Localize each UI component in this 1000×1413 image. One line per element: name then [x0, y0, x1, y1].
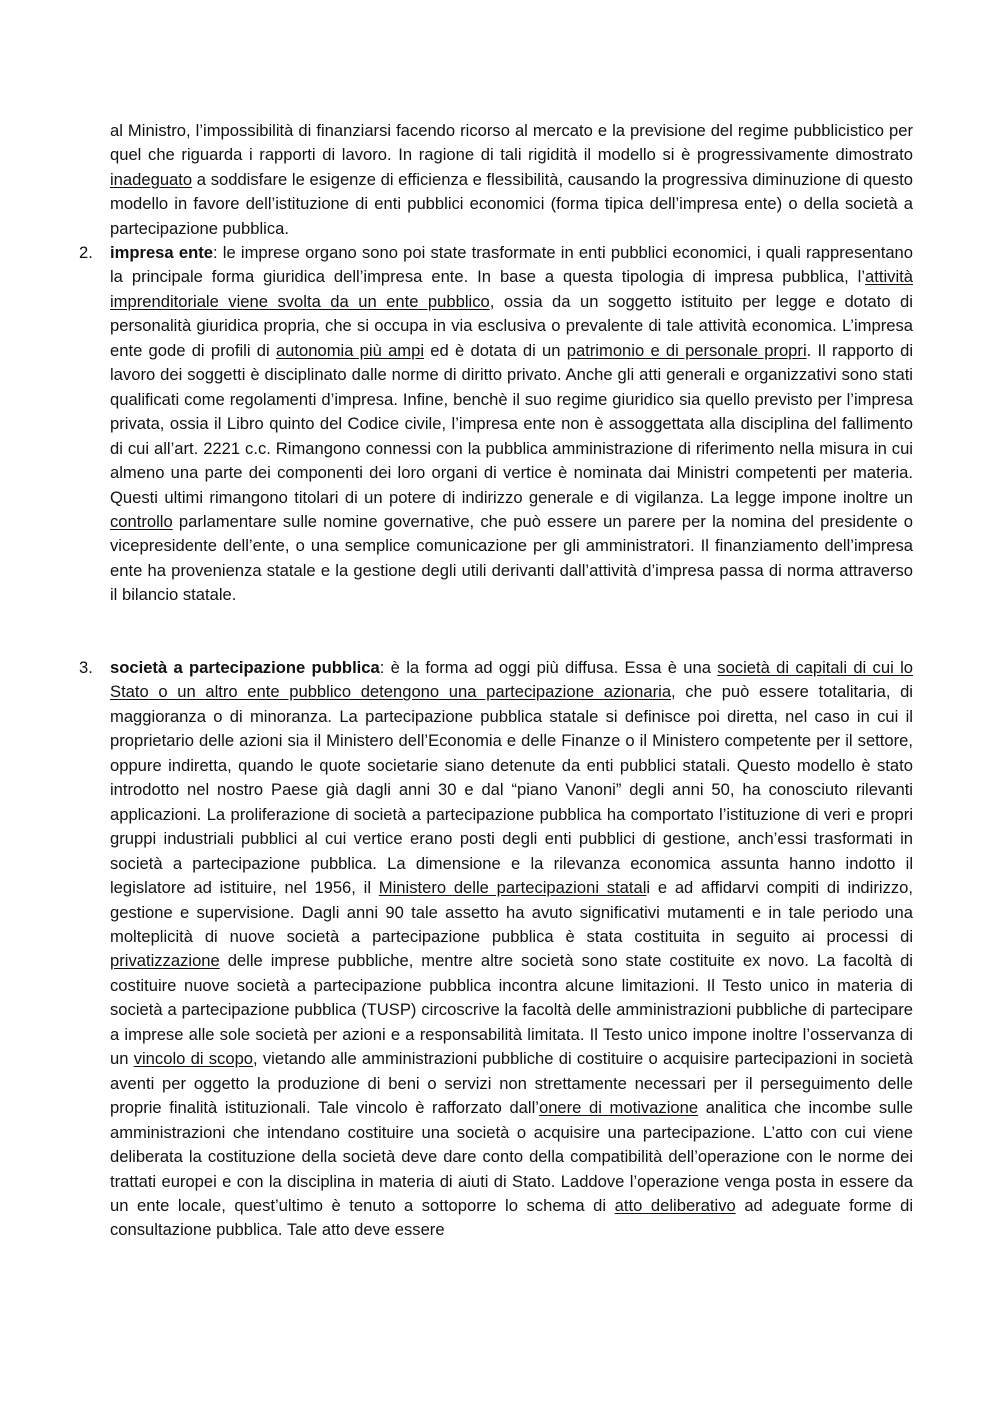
list-item-societa-partecipazione-pubblica	[79, 656, 913, 1243]
underlined-phrase: atto deliberativo	[614, 1195, 736, 1215]
item-text: ad adeguate forme di consultazione pubblica. Tale atto deve essere	[110, 1195, 913, 1240]
intro-paragraph	[110, 119, 913, 241]
underlined-phrase: controllo	[110, 511, 173, 531]
item-text: , che può essere totalitaria, di maggioranza o di minoranza. La partecipazione pubblica statale si definisce poi diretta, nel caso in cui il proprietario delle azioni sia il Ministero dell’Economia e delle Finanze o il Ministero competente per il settore, oppure indiretta, quando le quote societarie siano detenute da enti pubblici statali. Questo modello è stato introdotto nel nostro Paese già dagli anni 30 e dal “piano Vanoni” degli anni 50, ha conosciuto rilevanti applicazioni. La proliferazione di società a partecipazione pubblica ha comportato l’istituzione di veri e propri gruppi industriali pubblici al cui vertice erano posti degli enti pubblici di gestione, anch’essi trasformati in società a partecipazione pubblica. La dimensione e la rilevanza economica assunta hanno indotto il legislatore ad istituire, nel 1956, il	[110, 682, 913, 898]
underlined-phrase: vincolo di scopo	[133, 1049, 254, 1069]
list-item-impresa-ente	[79, 241, 914, 608]
item-text: : è la forma ad oggi più diffusa. Essa è una	[379, 658, 718, 677]
underlined-phrase: onere di motivazione	[538, 1098, 699, 1118]
underlined-phrase: società di capitali di cui lo Stato o un altro ente pubblico detengono una partecipazione azionaria	[110, 658, 913, 702]
underlined-phrase: patrimonio e di personale propri	[566, 340, 807, 360]
underlined-phrase: autonomia più ampi	[275, 340, 425, 360]
underlined-phrase: attività imprenditoriale viene svolta da un ente pubblico	[110, 267, 913, 311]
underlined-phrase: Ministero delle partecipazioni statal	[378, 878, 647, 898]
item-text: analitica che incombe sulle amministrazioni che intendano costituire una società o acquisire una partecipazione. L’atto con cui viene deliberata la costituzione della società deve dare conto della compatibilità dell’operazione con le norme dei trattati europei e con la disciplina in materia di aiuti di Stato. Laddove l’operazione venga posta in essere da un ente locale, quest’ultimo è tenuto a sottoporre lo schema di	[110, 1098, 913, 1215]
item-text: delle imprese pubbliche, mentre altre società sono state costituite ex novo. La facoltà di costituire nuove società a partecipazione pubblica incontra alcune limitazioni. Il Testo unico in materia di società a partecipazione pubblica (TUSP) circoscrive la facoltà delle amministrazioni pubbliche di partecipare a imprese alle sole società per azioni e a responsabilità limitata. Il Testo unico impone inoltre l’osservanza di un	[110, 951, 913, 1069]
item-text: parlamentare sulle nomine governative, che può essere un parere per la nomina del presidente o vicepresidente dell’ente, o una semplice comunicazione per gli amministratori. Il finanziamento dell’impresa ente ha provenienza statale e la gestione degli utili derivanti dall’attività d’impresa passa di norma attraverso il bilancio statale.	[110, 511, 913, 605]
item-text: ed è dotata di un	[424, 340, 567, 360]
term-societa-partecipazione-pubblica: società a partecipazione pubblica	[110, 658, 380, 677]
intro-text: al Ministro, l’impossibilità di finanziarsi facendo ricorso al mercato e la previsione del regime pubblicistico per quel che riguarda i rapporti di lavoro. In ragione di tali rigidità il modello si è progressivamente dimostrato	[110, 121, 913, 165]
item-text: . Il rapporto di lavoro dei soggetti è disciplinato dalle norme di diritto privato. Anche gli atti generali e organizzativi sono stati qualificati come regolamenti d’impresa. Infine, benchè il suo regime giuridico sia quello previsto per l’impresa privata, ossia il Libro quinto del Codice civile, l’impresa ente non è assoggettata alla disciplina del fallimento di cui all’art. 2221 c.c. Rimangono connessi con la pubblica amministrazione di riferimento nella misura in cui almeno una parte dei componenti dei loro organi di vertice è nominata dai Ministri competenti per materia. Questi ultimi rimangono titolari di un potere di indirizzo generale e di vigilanza. La legge impone inoltre un	[110, 340, 914, 507]
underlined-phrase: privatizzazione	[110, 951, 220, 971]
item-text: i e ad affidarvi compiti di indirizzo, gestione e supervisione. Dagli anni 90 tale assetto ha avuto significativi mutamenti e in tale periodo una molteplicità di nuove società a partecipazione pubblica è stata costituita in seguito ai processi di	[110, 878, 913, 946]
term-impresa-ente: impresa ente	[110, 243, 213, 262]
list-number: 2.	[79, 243, 93, 262]
intro-text: a soddisfare le esigenze di efficienza e flessibilità, causando la progressiva diminuzione di questo modello in favore dell’istituzione di enti pubblici economici (forma tipica dell’impresa ente) o della società a partecipazione pubblica.	[110, 169, 913, 238]
item-text: , ossia da un soggetto istituito per legge e dotato di personalità giuridica propria, che si occupa in via esclusiva o prevalente di tale attività economica. L’impresa ente gode di profili di	[110, 291, 913, 360]
item-text: : le imprese organo sono poi state trasformate in enti pubblici economici, i quali rappresentano la principale forma giuridica dell’impresa ente. In base a questa tipologia di impresa pubblica, l’	[110, 243, 914, 287]
item-text: , vietando alle amministrazioni pubbliche di costituire o acquisire partecipazioni in società aventi per oggetto la produzione di beni o servizi non strettamente necessari per il perseguimento delle proprie finalità istituzionali. Tale vincolo è rafforzato dall’	[110, 1049, 913, 1118]
list-number: 3.	[79, 658, 93, 677]
underlined-term-inadeguato: inadeguato	[110, 169, 193, 189]
